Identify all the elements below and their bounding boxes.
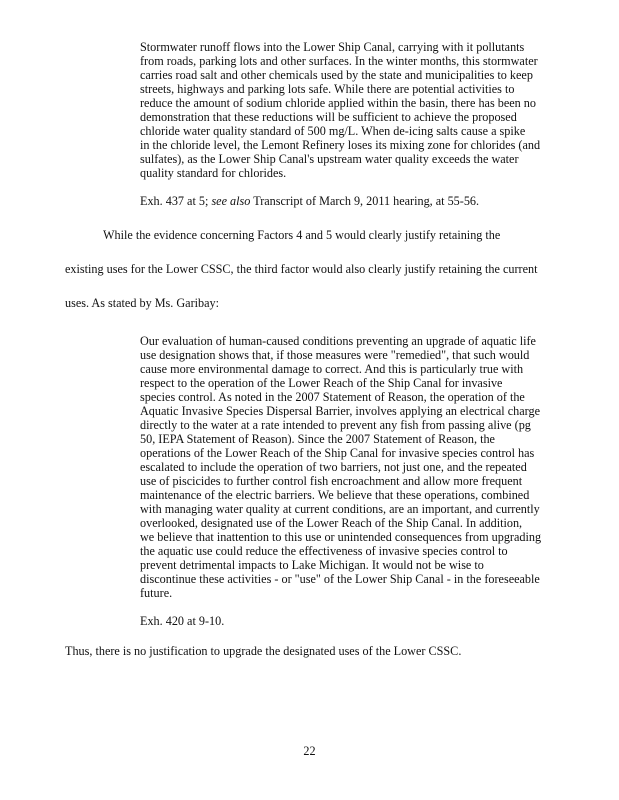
blockquote-2-line: we believe that inattention to this use or unintended consequences from upgrading xyxy=(140,530,542,544)
blockquote-2-line: use of piscicides to further control fish encroachment and allow more frequent xyxy=(140,474,523,488)
citation-1-post: Transcript of March 9, 2011 hearing, at 55-56. xyxy=(250,194,480,208)
paragraph-line-1: While the evidence concerning Factors 4 and 5 would clearly justify retaining the xyxy=(103,228,501,242)
page-number: 22 xyxy=(303,744,316,758)
blockquote-1-line: in the chloride level, the Lemont Refinery loses its mixing zone for chlorides (and xyxy=(140,138,541,152)
paragraph-line-3: uses. As stated by Ms. Garibay: xyxy=(65,296,220,310)
citation-1-pre: Exh. 437 at 5; xyxy=(140,194,212,208)
blockquote-2-line: respect to the operation of the Lower Reach of the Ship Canal for invasive xyxy=(140,376,503,390)
blockquote-2-line: discontinue these activities - or "use" of the Lower Ship Canal - in the foreseeable xyxy=(140,572,540,586)
citation-1 xyxy=(140,194,479,208)
blockquote-1-line: quality standard for chlorides. xyxy=(140,166,287,180)
blockquote-2-line: directly to the water at a rate intended to prevent any fish from passing alive (pg xyxy=(140,418,531,432)
blockquote-1-line: sulfates), as the Lower Ship Canal's upstream water quality exceeds the water xyxy=(140,152,519,166)
blockquote-2-line: cause more environmental damage to correct. And this is particularly true with xyxy=(140,362,524,376)
blockquote-1-line: from roads, parking lots and other surfaces. In the winter months, this stormwater xyxy=(140,54,538,68)
blockquote-2-line: prevent detrimental impacts to Lake Michigan. It would not be wise to xyxy=(140,558,484,572)
citation-1-signal: see also xyxy=(211,194,251,208)
blockquote-1-line: streets, highways and parking lots safe. While there are potential activities to xyxy=(140,82,515,96)
blockquote-1-line: demonstration that these reductions will be sufficient to achieve the proposed xyxy=(140,110,517,124)
blockquote-2-line: use designation shows that, if those measures were "remedied", that such would xyxy=(140,348,530,362)
blockquote-2-line: escalated to include the operation of two barriers, not just one, and the repeated xyxy=(140,460,527,474)
blockquote-2-line: overlooked, designated use of the Lower Reach of the Ship Canal. In addition, xyxy=(140,516,523,530)
paragraph-line-2: existing uses for the Lower CSSC, the third factor would also clearly justify retaining the current xyxy=(65,262,538,276)
blockquote-2-line: 50, IEPA Statement of Reason). Since the 2007 Statement of Reason, the xyxy=(140,432,495,446)
citation-2: Exh. 420 at 9-10. xyxy=(140,614,225,628)
blockquote-1-line: carries road salt and other chemicals used by the state and municipalities to keep xyxy=(140,68,533,82)
blockquote-2-line: Our evaluation of human-caused conditions preventing an upgrade of aquatic life xyxy=(140,334,536,348)
conclusion-sentence: Thus, there is no justification to upgrade the designated uses of the Lower CSSC. xyxy=(65,644,462,658)
blockquote-2-line: species control. As noted in the 2007 Statement of Reason, the operation of the xyxy=(140,390,525,404)
blockquote-1-line: chloride water quality standard of 500 mg/L. When de-icing salts cause a spike xyxy=(140,124,526,138)
blockquote-2-line: with managing water quality at current conditions, are an important, and currently xyxy=(140,502,540,516)
blockquote-1-line: reduce the amount of sodium chloride applied within the basin, there has been no xyxy=(140,96,536,110)
blockquote-2-line: operations of the Lower Reach of the Ship Canal for invasive species control has xyxy=(140,446,535,460)
blockquote-1-line: Stormwater runoff flows into the Lower Ship Canal, carrying with it pollutants xyxy=(140,40,525,54)
blockquote-2-line: future. xyxy=(140,586,173,600)
blockquote-2-line: Aquatic Invasive Species Dispersal Barrier, involves applying an electrical charge xyxy=(140,404,540,418)
blockquote-2-line: the aquatic use could reduce the effectiveness of invasive species control to xyxy=(140,544,508,558)
blockquote-2-line: maintenance of the electric barriers. We believe that these operations, combined xyxy=(140,488,530,502)
